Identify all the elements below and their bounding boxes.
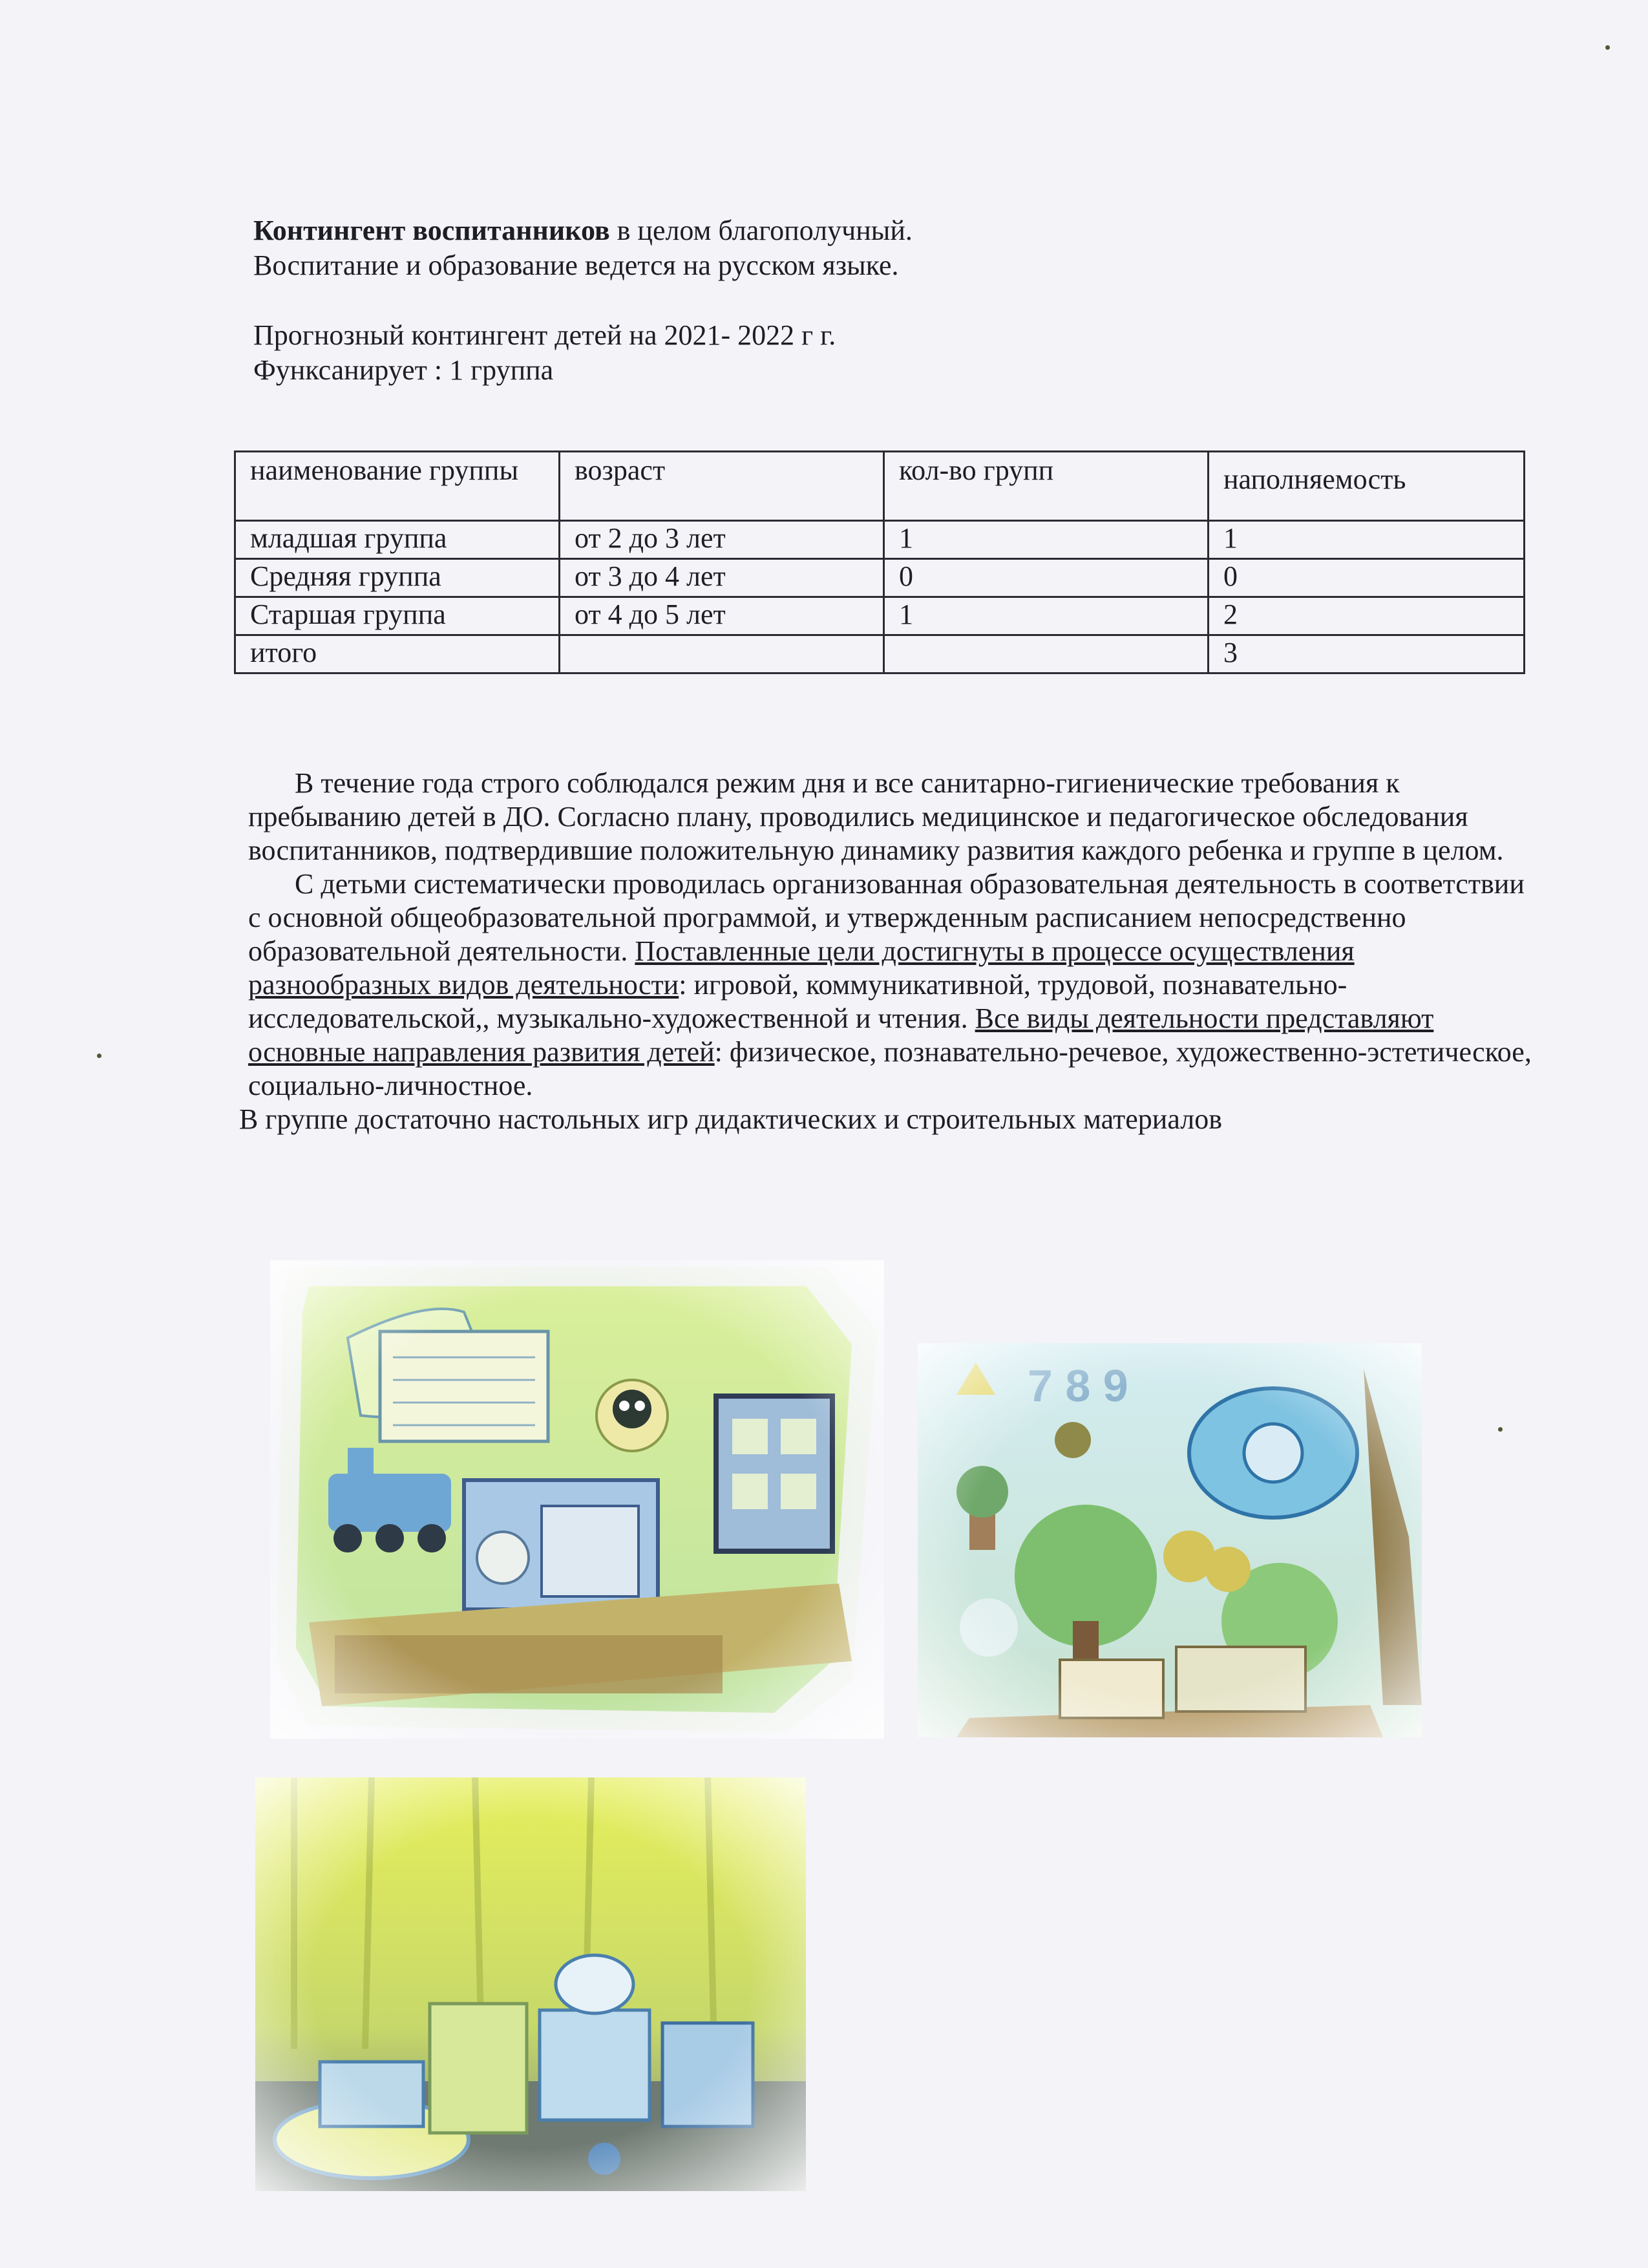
- table-row: [235, 597, 1525, 635]
- table-cell: от 3 до 4 лет: [560, 559, 884, 597]
- table-cell: Старшая группа: [235, 597, 560, 635]
- table-cell: 1: [884, 521, 1209, 559]
- intro-line-3: Прогнозный контингент детей на 2021- 2022 г г.: [253, 319, 836, 351]
- table-header-text: наполняемость: [1223, 463, 1406, 495]
- scan-speck: [1605, 45, 1610, 50]
- intro-line-1: [253, 213, 913, 248]
- paragraph-3: В группе достаточно настольных игр дидактических и строительных материалов: [239, 1103, 1222, 1135]
- table-cell: [884, 635, 1209, 673]
- play-kitchen-toys-photo: [255, 1777, 806, 2191]
- table-row: [235, 521, 1525, 559]
- paragraph-2-start: С детьми систематически проводилась организованная образовательная деятельность в соответствии с основной общеобразовательной программой, и утвержденным расписанием непосредственно образовательной деятельности.: [248, 868, 1525, 967]
- table-cell: Средняя группа: [235, 559, 560, 597]
- intro-bold-term: Контингент воспитанников: [253, 215, 610, 246]
- table-cell: 2: [1209, 597, 1525, 635]
- scan-speck: [97, 1054, 101, 1058]
- intro-block: [253, 213, 913, 388]
- table-row: [235, 559, 1525, 597]
- paragraph-2: [248, 867, 1534, 1103]
- intro-line-2: Воспитание и образование ведется на русском языке.: [253, 249, 899, 281]
- intro-line-4: Функсанирует : 1 группа: [253, 354, 554, 386]
- group-room-corner-photo: [270, 1260, 884, 1739]
- table-cell: от 2 до 3 лет: [560, 521, 884, 559]
- table-header-cell: [1209, 452, 1525, 521]
- paragraph-2-mid: : игровой, коммуникативной, трудовой, познавательно-исследовательской,, музыкально-художественной и чтения.: [248, 969, 1347, 1034]
- table-cell: младшая группа: [235, 521, 560, 559]
- table-row: [235, 635, 1525, 673]
- table-header-row: [235, 452, 1525, 521]
- table-header-cell: наименование группы: [235, 452, 560, 521]
- intro-line-1-rest: в целом благополучный.: [609, 215, 913, 246]
- paragraph-1: В течение года строго соблюдался режим дня и все санитарно-гигиенические требования к пребыванию детей в ДО. Согласно плану, проводились медицинское и педагогическое обследования воспитанников, подтвердившие положительную динамику развития каждого ребенка и группе в целом.: [248, 767, 1504, 866]
- body-text: [239, 767, 1534, 1136]
- underlined-goals: Поставленные цели достигнуты в процессе осуществления разнообразных видов деятельности: [248, 935, 1355, 1001]
- table-cell: 1: [884, 597, 1209, 635]
- table-cell: 0: [884, 559, 1209, 597]
- table-cell: итого: [235, 635, 560, 673]
- paragraph-2-end: : физическое, познавательно-речевое, художественно-эстетическое, социально-личностное.: [248, 1036, 1532, 1101]
- nature-corner-photo: [918, 1343, 1422, 1737]
- table-cell: 3: [1209, 635, 1525, 673]
- underlined-directions: Все виды деятельности представляют основные направления развития детей: [248, 1002, 1434, 1068]
- table-cell: от 4 до 5 лет: [560, 597, 884, 635]
- table-cell: 0: [1209, 559, 1525, 597]
- groups-table: [234, 450, 1525, 674]
- table-cell: [560, 635, 884, 673]
- scan-speck: [1498, 1427, 1503, 1432]
- table-header-cell: кол-во групп: [884, 452, 1209, 521]
- table-header-cell: возраст: [560, 452, 884, 521]
- table-cell: 1: [1209, 521, 1525, 559]
